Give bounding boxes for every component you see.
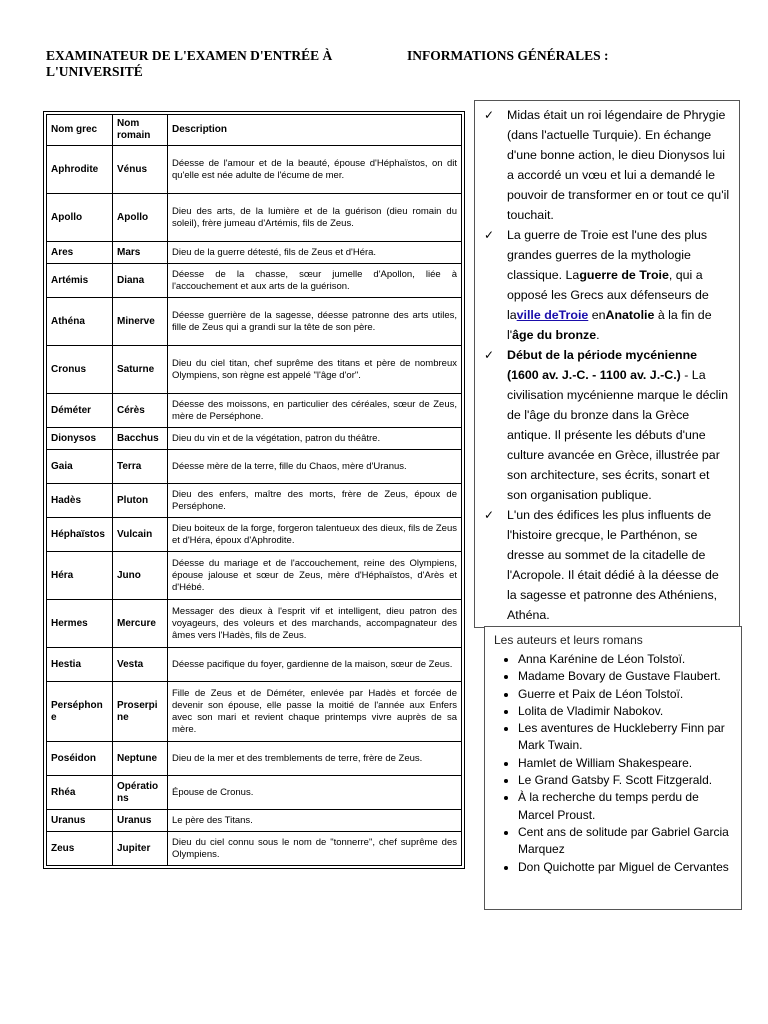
- info-text: L'un des édifices les plus influents de l'histoire grecque, le Parthénon, se dresse au sommet de la citadelle de l'Acropole. Il était dédié à la déesse de la sagesse et patronne des Athéniens, Athéna.: [507, 508, 719, 622]
- cell-nom-grec: Rhéa: [47, 776, 113, 810]
- table-row: [47, 242, 462, 264]
- cell-description: Fille de Zeus et de Déméter, enlevée par Hadès et forcée de devenir son épouse, elle passe la moitié de l'année aux Enfers avec son mari et revient chaque printemps vivre auprès de sa mère.: [168, 682, 462, 742]
- table-row: [47, 552, 462, 600]
- cell-nom-grec: Poséidon: [47, 742, 113, 776]
- cell-description: Dieu de la mer et des tremblements de terre, frère de Zeus.: [168, 742, 462, 776]
- table-row: [47, 450, 462, 484]
- list-item: [483, 105, 731, 225]
- column-header-nom-grec: Nom grec: [47, 115, 113, 146]
- cell-nom-romain: Saturne: [113, 346, 168, 394]
- general-info-box: [474, 100, 740, 628]
- cell-nom-romain: Uranus: [113, 810, 168, 832]
- cell-nom-romain: Apollo: [113, 194, 168, 242]
- info-text: .: [596, 328, 600, 342]
- table-body: [47, 146, 462, 866]
- info-bold-text: âge du bronze: [512, 328, 597, 342]
- info-bold-text: Anatolie: [605, 308, 655, 322]
- table-row: [47, 194, 462, 242]
- cell-nom-romain: Terra: [113, 450, 168, 484]
- list-item: • Don Quichotte par Miguel de Cervantes: [518, 859, 733, 876]
- list-item: • Lolita de Vladimir Nabokov.: [518, 703, 733, 720]
- info-text: Midas était un roi légendaire de Phrygie (dans l'actuelle Turquie). En échange d'une bonne action, le dieu Dionysos lui a accordé un vœu et lui a demandé le pouvoir de transformer en or tout ce qu'il touchait.: [507, 108, 730, 222]
- cell-nom-grec: Artémis: [47, 264, 113, 298]
- list-item: • Cent ans de solitude par Gabriel Garcia Marquez: [518, 824, 733, 859]
- cell-nom-grec: Dionysos: [47, 428, 113, 450]
- cell-nom-grec: Héra: [47, 552, 113, 600]
- cell-nom-grec: Aphrodite: [47, 146, 113, 194]
- cell-description: Déesse de l'amour et de la beauté, épouse d'Héphaïstos, on dit qu'elle est née adulte de l'écume de mer.: [168, 146, 462, 194]
- info-text: La guerre de Troie est l'une des plus grandes guerres de la mythologie classique. La: [507, 228, 708, 282]
- list-item: [483, 505, 731, 625]
- cell-nom-grec: Perséphone: [47, 682, 113, 742]
- cell-nom-grec: Hestia: [47, 648, 113, 682]
- cell-description: Messager des dieux à l'esprit vif et intelligent, dieu patron des voyageurs, des voleurs et des marchands, accompagnateur des âmes vers l'Hadès, fils de Zeus.: [168, 600, 462, 648]
- cell-description: Épouse de Cronus.: [168, 776, 462, 810]
- cell-nom-romain: Vulcain: [113, 518, 168, 552]
- cell-nom-romain: Bacchus: [113, 428, 168, 450]
- cell-nom-grec: Ares: [47, 242, 113, 264]
- info-text: à la fin de l': [507, 308, 712, 342]
- checkmark-icon: ✓: [484, 508, 495, 522]
- table-header-row: [47, 115, 462, 146]
- cell-description: Déesse des moissons, en particulier des céréales, sœur de Zeus, mère de Perséphone.: [168, 394, 462, 428]
- info-bold-text: guerre de Troie: [579, 268, 669, 282]
- list-item: • Guerre et Paix de Léon Tolstoï.: [518, 686, 733, 703]
- cell-description: Dieu du ciel titan, chef suprême des titans et père de nombreux Olympiens, son règne est appelé "l'âge d'or".: [168, 346, 462, 394]
- cell-nom-grec: Hadès: [47, 484, 113, 518]
- gods-table: [46, 114, 462, 866]
- list-item: • Anna Karénine de Léon Tolstoï.: [518, 651, 733, 668]
- table-row: [47, 146, 462, 194]
- list-item: • À la recherche du temps perdu de Marcel Proust.: [518, 789, 733, 824]
- list-item: • Madame Bovary de Gustave Flaubert.: [518, 668, 733, 685]
- cell-nom-romain: Proserpine: [113, 682, 168, 742]
- cell-nom-grec: Cronus: [47, 346, 113, 394]
- cell-description: Dieu boiteux de la forge, forgeron talentueux des dieux, fils de Zeus et d'Héra, époux d'Aphrodite.: [168, 518, 462, 552]
- cell-nom-romain: Jupiter: [113, 832, 168, 866]
- cell-description: Dieu des enfers, maître des morts, frère de Zeus, époux de Perséphone.: [168, 484, 462, 518]
- table-row: [47, 484, 462, 518]
- cell-description: Déesse du mariage et de l'accouchement, reine des Olympiens, épouse jalouse et sœur de Zeus, mère d'Héphaïstos, d'Arès et d'Hébé.: [168, 552, 462, 600]
- table-row: [47, 742, 462, 776]
- list-item: [483, 345, 731, 505]
- cell-description: Dieu du vin et de la végétation, patron du théâtre.: [168, 428, 462, 450]
- cell-description: Déesse pacifique du foyer, gardienne de la maison, sœur de Zeus.: [168, 648, 462, 682]
- cell-nom-romain: Mercure: [113, 600, 168, 648]
- cell-nom-romain: Cérès: [113, 394, 168, 428]
- checkmark-icon: ✓: [484, 348, 495, 362]
- table-row: [47, 264, 462, 298]
- table-row: [47, 394, 462, 428]
- list-item: • Les aventures de Huckleberry Finn par Mark Twain.: [518, 720, 733, 755]
- column-header-description: Description: [168, 115, 462, 146]
- cell-nom-romain: Minerve: [113, 298, 168, 346]
- info-bold-text: Début de la période mycénienne (1600 av. J.-C. - 1100 av. J.-C.): [507, 348, 698, 382]
- link-ville-de-troie[interactable]: ville deTroie: [516, 308, 589, 322]
- cell-description: Dieu des arts, de la lumière et de la guérison (dieu romain du soleil), frère jumeau d'Artémis, fils de Zeus.: [168, 194, 462, 242]
- authors-list: [494, 651, 733, 876]
- cell-description: Déesse guerrière de la sagesse, déesse patronne des arts utiles, fille de Zeus qui a grandi sur la tête de son père.: [168, 298, 462, 346]
- cell-nom-romain: Neptune: [113, 742, 168, 776]
- cell-nom-grec: Uranus: [47, 810, 113, 832]
- info-text: , qui a opposé les Grecs aux défenseurs de la: [507, 268, 709, 322]
- list-item: • Le Grand Gatsby F. Scott Fitzgerald.: [518, 772, 733, 789]
- table-row: [47, 682, 462, 742]
- list-item: [483, 225, 731, 345]
- section-title-general-info: INFORMATIONS GÉNÉRALES :: [407, 48, 609, 63]
- table-row: [47, 648, 462, 682]
- cell-nom-romain: Diana: [113, 264, 168, 298]
- cell-nom-romain: Vesta: [113, 648, 168, 682]
- table-row: [47, 832, 462, 866]
- page-title: EXAMINATEUR DE L'EXAMEN D'ENTRÉE À L'UNIVERSITÉ: [46, 48, 333, 79]
- cell-nom-grec: Déméter: [47, 394, 113, 428]
- cell-description: Le père des Titans.: [168, 810, 462, 832]
- cell-nom-romain: Mars: [113, 242, 168, 264]
- table-row: [47, 810, 462, 832]
- cell-nom-grec: Athéna: [47, 298, 113, 346]
- cell-nom-grec: Apollo: [47, 194, 113, 242]
- list-item: • Hamlet de William Shakespeare.: [518, 755, 733, 772]
- cell-description: Déesse de la chasse, sœur jumelle d'Apollon, liée à l'accouchement et aux arts de la guérison.: [168, 264, 462, 298]
- info-text: en: [588, 308, 606, 322]
- column-header-nom-romain: Nom romain: [113, 115, 168, 146]
- table-row: [47, 346, 462, 394]
- cell-description: Dieu du ciel connu sous le nom de "tonnerre", chef suprême des Olympiens.: [168, 832, 462, 866]
- gods-table-frame: [43, 111, 465, 869]
- cell-nom-grec: Hermes: [47, 600, 113, 648]
- cell-nom-grec: Héphaïstos: [47, 518, 113, 552]
- table-row: [47, 518, 462, 552]
- cell-nom-romain: Pluton: [113, 484, 168, 518]
- checkmark-icon: ✓: [484, 108, 495, 122]
- cell-description: Déesse mère de la terre, fille du Chaos, mère d'Uranus.: [168, 450, 462, 484]
- info-list: [475, 101, 739, 625]
- table-row: [47, 298, 462, 346]
- authors-box: [484, 626, 742, 910]
- cell-nom-romain: Vénus: [113, 146, 168, 194]
- cell-nom-romain: Opérations: [113, 776, 168, 810]
- cell-nom-romain: Juno: [113, 552, 168, 600]
- cell-nom-grec: Gaia: [47, 450, 113, 484]
- cell-nom-grec: Zeus: [47, 832, 113, 866]
- table-row: [47, 428, 462, 450]
- authors-title: Les auteurs et leurs romans: [494, 633, 643, 647]
- info-text: - La civilisation mycénienne marque le déclin de l'âge du bronze dans la Grèce antique. Il présente les débuts d'une culture avancée en Grèce, illustrée par son architecture, ses écrits, sonart et son organisation publique.: [507, 368, 729, 502]
- table-row: [47, 600, 462, 648]
- checkmark-icon: ✓: [484, 228, 495, 242]
- cell-description: Dieu de la guerre détesté, fils de Zeus et d'Héra.: [168, 242, 462, 264]
- table-row: [47, 776, 462, 810]
